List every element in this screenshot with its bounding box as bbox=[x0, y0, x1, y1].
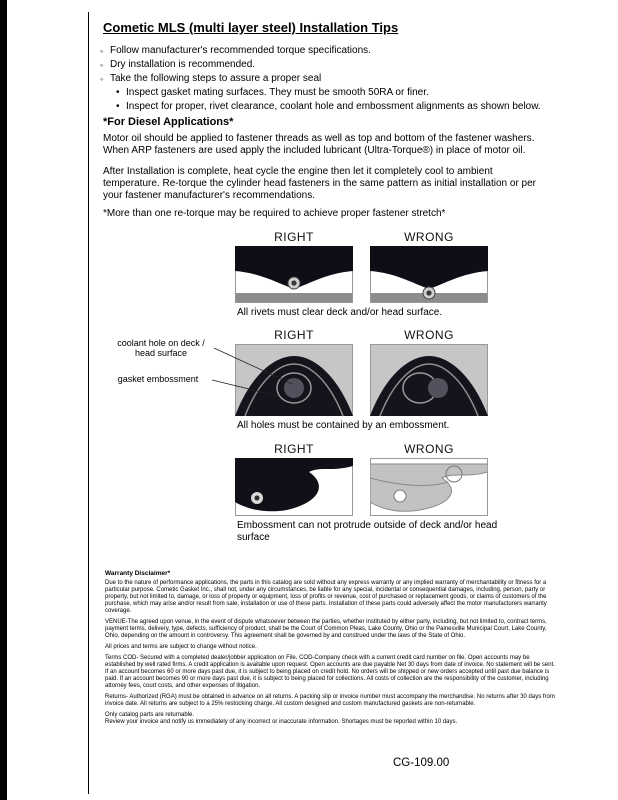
rivet-right-image bbox=[235, 246, 353, 303]
disclaimer-paragraph: VENUE-The agreed upon venue, in the event of dispute whatsoever between the parties, whether instituted by either party, including, but not limited to, contract terms, payment terms, delivery, type, defects, sufficiency of product, shall be the Court of Common Pleas, Lake County, Ohio or the Painesville Municipal Court, Lake County, Ohio, depending on the amount in controversy. This agreement shall be governed by and construed under the laws of the State of Ohio. bbox=[105, 619, 547, 639]
tip-text: Take the following steps to assure a proper seal bbox=[110, 73, 322, 84]
rivet-wrong-image bbox=[370, 246, 488, 303]
tip-text: Follow manufacturer's recommended torque specifications. bbox=[110, 45, 371, 56]
protrusion-right-image bbox=[235, 458, 353, 516]
disclaimer-paragraph: Returns- Authorized (RGA) must be obtained in advance on all returns. A packing slip or invoice number must accompany the merchandise. No returns after 30 days from invoice date. All returns are subject to a 25% restocking charge. All custom designed and custom manufactured gaskets are non-returnable. bbox=[105, 694, 555, 707]
wrong-column-label: WRONG bbox=[404, 442, 454, 456]
disclaimer-paragraph: Terms COD- Secured with a completed dealer/jobber application on File, COD-Company check with a current credit card number on file. Open accounts may be established by well rated firms. A credit application is available upon request. Open accounts are due payable Net 30 days from date of invoice. No statement will be sent. If an account becomes 60 or more days past due, it is subject to being placed on credit hold. No orders will be shipped or new orders accepted until past due balance is paid. If an account becomes 90 or more days past due, it is subject to being placed for collections. All costs of collection are the responsibility of the customer, including attorney fees, court costs, and other expenses of litigation. bbox=[105, 655, 555, 689]
warranty-disclaimer bbox=[105, 570, 557, 730]
embossment-wrong-image bbox=[370, 344, 488, 416]
filled-bullet-icon: • bbox=[116, 101, 120, 112]
filled-bullet-icon: • bbox=[116, 87, 120, 98]
row2-caption: All holes must be contained by an embossment. bbox=[237, 420, 450, 431]
gasket-embossment-label: gasket embossment bbox=[117, 374, 199, 384]
coolant-hole-label: coolant hole on deck / head surface bbox=[117, 338, 205, 358]
list-item bbox=[100, 59, 580, 71]
open-bullet-icon: ◦ bbox=[100, 46, 104, 56]
disclaimer-paragraph: Only catalog parts are returnable. bbox=[105, 712, 195, 718]
wrong-column-label: WRONG bbox=[404, 230, 454, 244]
disclaimer-heading: Warranty Disclaimer* bbox=[105, 570, 171, 577]
list-item bbox=[100, 45, 580, 57]
right-column-label: RIGHT bbox=[274, 230, 314, 244]
list-item bbox=[100, 73, 580, 85]
wrong-column-label: WRONG bbox=[404, 328, 454, 342]
diesel-paragraph-1: Motor oil should be applied to fastener threads as well as top and bottom of the fastener washers. When ARP fasteners are used apply the included lubricant (Ultra-Torque®) in place of motor oil. bbox=[103, 133, 535, 156]
open-bullet-icon: ◦ bbox=[100, 60, 104, 70]
tip-text: Dry installation is recommended. bbox=[110, 59, 256, 70]
diagram-section bbox=[0, 226, 618, 548]
disclaimer-paragraph: All prices and terms are subject to change without notice. bbox=[105, 644, 257, 650]
embossment-right-image bbox=[235, 344, 353, 416]
page-title: Cometic MLS (multi layer steel) Installation Tips bbox=[103, 20, 399, 35]
list-item bbox=[116, 87, 580, 99]
right-column-label: RIGHT bbox=[274, 328, 314, 342]
right-column-label: RIGHT bbox=[274, 442, 314, 456]
diesel-paragraph-2: After Installation is complete, heat cycle the engine then let it completely cool to ambient temperature. Re-torque the cylinder head fasteners in the same pattern as initial installation or per your fastener manufacturer's recommendations. bbox=[103, 166, 537, 201]
retorque-note: *More than one re-torque may be required to achieve proper fastener stretch* bbox=[103, 208, 446, 219]
disclaimer-paragraph: Due to the nature of performance applications, the parts in this catalog are sold without any express warranty or any implied warranty of merchantability or fitness for a particular purpose. Cometic Gasket Inc., shall not, under any circumstances, be liable for any special, incidental or consequential damages, including, person, party or property, but not limited to, damage, or loss of property or equipment, loss of profits or revenue, cost of purchased or replacement goods, or claims of customers of the purchase, which may arise and/or result from sale, installation or use of these parts. Installation of these parts could adversely affect the motor manufacturers warranty coverage. bbox=[105, 580, 547, 614]
protrusion-wrong-image bbox=[370, 458, 488, 516]
list-item bbox=[116, 101, 580, 113]
row1-caption: All rivets must clear deck and/or head surface. bbox=[237, 307, 443, 318]
page-code: CG-109.00 bbox=[393, 757, 450, 769]
tip-text: Inspect for proper, rivet clearance, coolant hole and embossment alignments as shown below. bbox=[126, 101, 541, 112]
tip-text: Inspect gasket mating surfaces. They must be smooth 50RA or finer. bbox=[126, 87, 429, 98]
installation-tips-list bbox=[100, 45, 580, 115]
diesel-applications-heading: *For Diesel Applications* bbox=[103, 116, 234, 128]
open-bullet-icon: ◦ bbox=[100, 74, 104, 84]
row3-caption: Embossment can not protrude outside of deck and/or head surface bbox=[237, 520, 498, 543]
disclaimer-paragraph: Review your invoice and notify us immediately of any incorrect or inaccurate information. Shortages must be reported within 10 days. bbox=[105, 719, 458, 725]
